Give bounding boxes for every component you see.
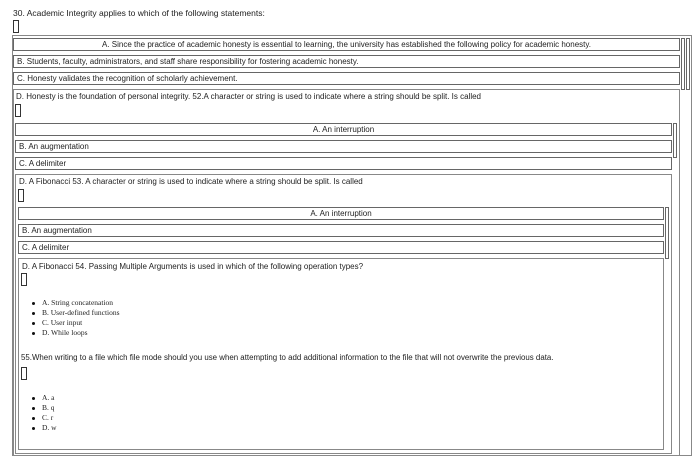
q53-option-a[interactable]: A. An interruption	[18, 207, 664, 220]
q53-option-b[interactable]: B. An augmentation	[18, 224, 664, 237]
q30-option-scroll[interactable]	[681, 38, 685, 90]
q53-option-scroll[interactable]	[665, 207, 669, 259]
q30-option-c[interactable]: C. Honesty validates the recognition of scholarly achievement.	[13, 72, 680, 85]
q55-option-a[interactable]: A. a	[30, 393, 57, 403]
q30-option-scroll-outer[interactable]	[686, 38, 690, 90]
q53-option-c[interactable]: C. A delimiter	[18, 241, 664, 254]
q52-option-a[interactable]: A. An interruption	[15, 123, 672, 136]
q52-option-scroll[interactable]	[673, 123, 677, 158]
q54-options-list	[30, 298, 120, 338]
q54-option-c[interactable]: C. User input	[30, 318, 120, 328]
q55-option-c[interactable]: C. r	[30, 413, 57, 423]
q30-option-a[interactable]: A. Since the practice of academic honesty is essential to learning, the university has established the following policy for academic honesty.	[13, 38, 680, 51]
question-55-title: 55.When writing to a file which file mode should you use when attempting to add additional information to the file that will not overwrite the previous data.	[21, 353, 554, 362]
answer-cursor-30[interactable]	[13, 20, 19, 33]
q55-options-list	[30, 393, 57, 433]
q55-option-d[interactable]: D. w	[30, 423, 57, 433]
q30-option-b[interactable]: B. Students, faculty, administrators, and staff share responsibility for fostering academic honesty.	[13, 55, 680, 68]
q30-option-d[interactable]: D. Honesty is the foundation of personal integrity. 52.A character or string is used to indicate where a string should be split. Is called	[16, 92, 481, 101]
q52-option-c[interactable]: C. A delimiter	[15, 157, 672, 170]
q53-option-d[interactable]: D. A Fibonacci 54. Passing Multiple Arguments is used in which of the following operation types?	[22, 262, 364, 271]
q55-option-b[interactable]: B. q	[30, 403, 57, 413]
q54-option-b[interactable]: B. User-defined functions	[30, 308, 120, 318]
answer-cursor-55[interactable]	[21, 367, 27, 380]
q52-option-b[interactable]: B. An augmentation	[15, 140, 672, 153]
q52-option-d[interactable]: D. A Fibonacci 53. A character or string is used to indicate where a string should be split. Is called	[19, 177, 363, 186]
q54-option-a[interactable]: A. String concatenation	[30, 298, 120, 308]
answer-cursor-54[interactable]	[21, 273, 27, 286]
answer-cursor-52[interactable]	[15, 104, 21, 117]
answer-cursor-53[interactable]	[18, 189, 24, 202]
question-30-title: 30. Academic Integrity applies to which of the following statements:	[13, 8, 265, 18]
q54-option-d[interactable]: D. While loops	[30, 328, 120, 338]
